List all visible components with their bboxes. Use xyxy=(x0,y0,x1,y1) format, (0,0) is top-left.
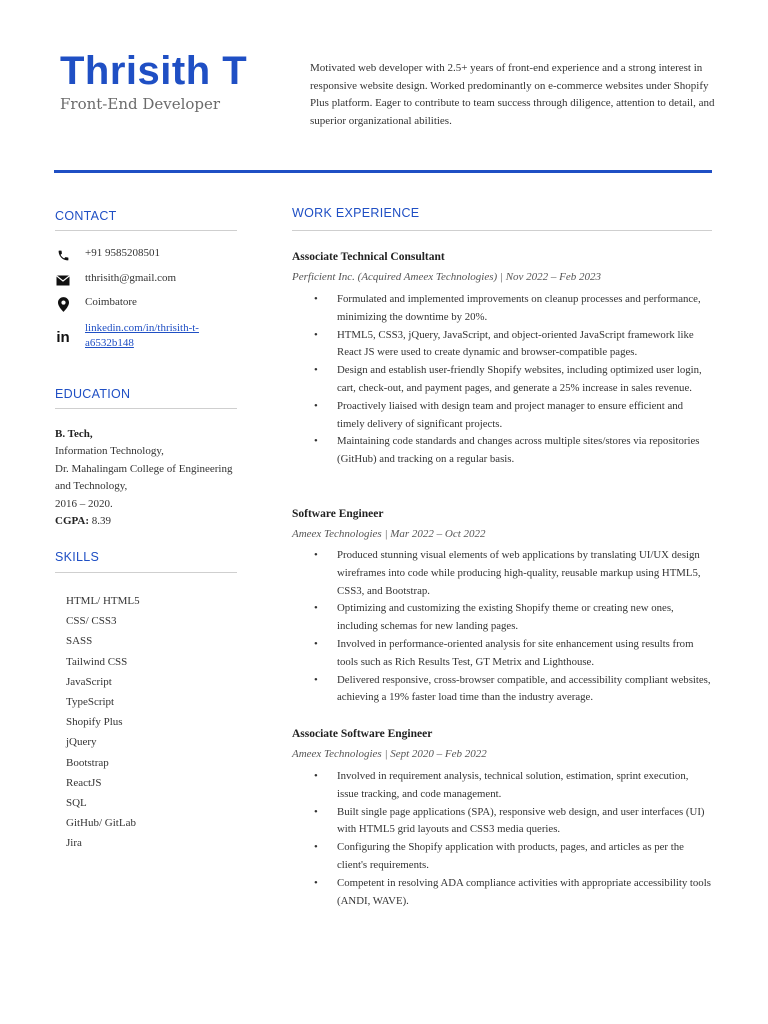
job-bullet: • Design and establish user-friendly Shopify websites, including optimized user login, cart, check-out, and payment pages, and generate a 25% increase in sales revenue. xyxy=(292,362,712,398)
email-address[interactable]: tthrisith@gmail.com xyxy=(85,272,177,284)
job-title: Associate Technical Consultant xyxy=(292,251,445,263)
job-bullets xyxy=(292,768,712,910)
job-role: Front-End Developer xyxy=(60,95,221,113)
contact-linkedin xyxy=(55,321,225,351)
skill-item: SQL xyxy=(66,797,87,810)
job-title: Software Engineer xyxy=(292,508,384,520)
education-block xyxy=(55,426,245,530)
contact-email xyxy=(55,272,176,288)
skill-item: jQuery xyxy=(66,736,97,749)
header-divider xyxy=(54,170,712,173)
candidate-name: Thrisith T xyxy=(60,49,248,93)
job-bullet: • Delivered responsive, cross-browser compatible, and accessibility compliant websites, achieving a 19% faster load time than the industry average. xyxy=(292,672,712,708)
degree: B. Tech, xyxy=(55,428,93,440)
skill-item: SASS xyxy=(66,635,93,648)
contact-location xyxy=(55,296,137,312)
location-pin-icon xyxy=(55,296,71,312)
skill-item: Jira xyxy=(66,837,82,850)
job-bullet: • Competent in resolving ADA compliance activities with appropriate accessibility tools (ANDI, WAVE). xyxy=(292,875,712,911)
location-text: Coimbatore xyxy=(85,296,137,308)
contact-divider xyxy=(55,230,237,231)
phone-icon xyxy=(55,247,71,263)
skill-item: Tailwind CSS xyxy=(66,655,128,668)
job-company-dates: Perficient Inc. (Acquired Ameex Technologies) | Nov 2022 – Feb 2023 xyxy=(292,271,602,283)
cgpa xyxy=(55,513,245,530)
work-experience-heading: WORK EXPERIENCE xyxy=(292,206,420,220)
contact-phone xyxy=(55,247,160,263)
job-title: Associate Software Engineer xyxy=(292,728,433,740)
job-bullet: • Formulated and implemented improvements on cleanup processes and performance, minimizing the downtime by 20%. xyxy=(292,291,712,327)
skill-item: TypeScript xyxy=(66,696,115,709)
cgpa-value: 8.39 xyxy=(91,515,112,528)
contact-heading: CONTACT xyxy=(55,209,117,223)
education-divider xyxy=(55,408,237,409)
cgpa-label: CGPA: xyxy=(55,515,90,528)
skill-item: ReactJS xyxy=(66,776,102,789)
job-bullet: • Configuring the Shopify application with products, pages, and articles as per the client's requirements. xyxy=(292,839,712,875)
skill-item: Shopify Plus xyxy=(66,716,123,729)
job-bullet: • Proactively liaised with design team and project manager to ensure efficient and timely delivery of significant projects. xyxy=(292,398,712,434)
linkedin-icon: in xyxy=(56,328,70,346)
linkedin-link[interactable]: linkedin.com/in/thrisith-t-a6532b148 xyxy=(85,322,199,349)
skill-item: JavaScript xyxy=(66,675,112,688)
work-experience-divider xyxy=(292,230,712,231)
mail-icon xyxy=(55,272,71,288)
skills-heading: SKILLS xyxy=(55,550,100,564)
phone-number: +91 9585208501 xyxy=(85,247,160,259)
job-bullet: • Maintaining code standards and changes across multiple sites/stores via repositories (GitHub) and tracking on a regular basis. xyxy=(292,433,712,469)
job-bullet: • Involved in requirement analysis, technical solution, estimation, sprint execution, issue tracking, and code management. xyxy=(292,768,712,804)
skill-item: CSS/ CSS3 xyxy=(66,615,117,628)
skill-item: GitHub/ GitLab xyxy=(66,817,136,830)
field-of-study: Information Technology, xyxy=(55,445,164,458)
college-name: Dr. Mahalingam College of Engineering and Technology, xyxy=(55,462,233,493)
education-years: 2016 – 2020. xyxy=(55,497,113,510)
job-bullet: • HTML5, CSS3, jQuery, JavaScript, and object-oriented JavaScript framework like React JS were used to create dynamic and browser-compatible pages. xyxy=(292,327,712,363)
job-bullet: • Involved in performance-oriented analysis for site enhancement using results from tools such as Rich Results Test, GT Metrix and Lighthouse. xyxy=(292,636,712,672)
job-company-dates: Ameex Technologies | Mar 2022 – Oct 2022 xyxy=(292,528,486,540)
education-heading: EDUCATION xyxy=(55,387,131,401)
skills-list xyxy=(66,591,140,854)
job-bullets xyxy=(292,291,712,469)
skill-item: Bootstrap xyxy=(66,756,109,769)
job-bullet: • Produced stunning visual elements of web applications by translating UI/UX design wireframes into code while producing high-quality, reusable markup using HTML5, CSS3, and Bootstrap. xyxy=(292,547,712,600)
job-company-dates: Ameex Technologies | Sept 2020 – Feb 2022 xyxy=(292,748,487,760)
job-bullet: • Optimizing and customizing the existing Shopify theme or creating new ones, including schemas for new landing pages. xyxy=(292,600,712,636)
skills-divider xyxy=(55,572,237,573)
job-bullet: • Built single page applications (SPA), responsive web design, and user interfaces (UI) with HTML5 grid layouts and CSS3 media queries. xyxy=(292,804,712,840)
profile-summary: Motivated web developer with 2.5+ years of front-end experience and a strong interest in responsive website design. Worked predominantly on e-commerce websites under Shopify Plus platform. Eager to contribute to team success through diligence, attention to detail, and superior organizational abilities. xyxy=(310,62,715,127)
skill-item: HTML/ HTML5 xyxy=(66,595,140,607)
job-bullets xyxy=(292,547,712,707)
